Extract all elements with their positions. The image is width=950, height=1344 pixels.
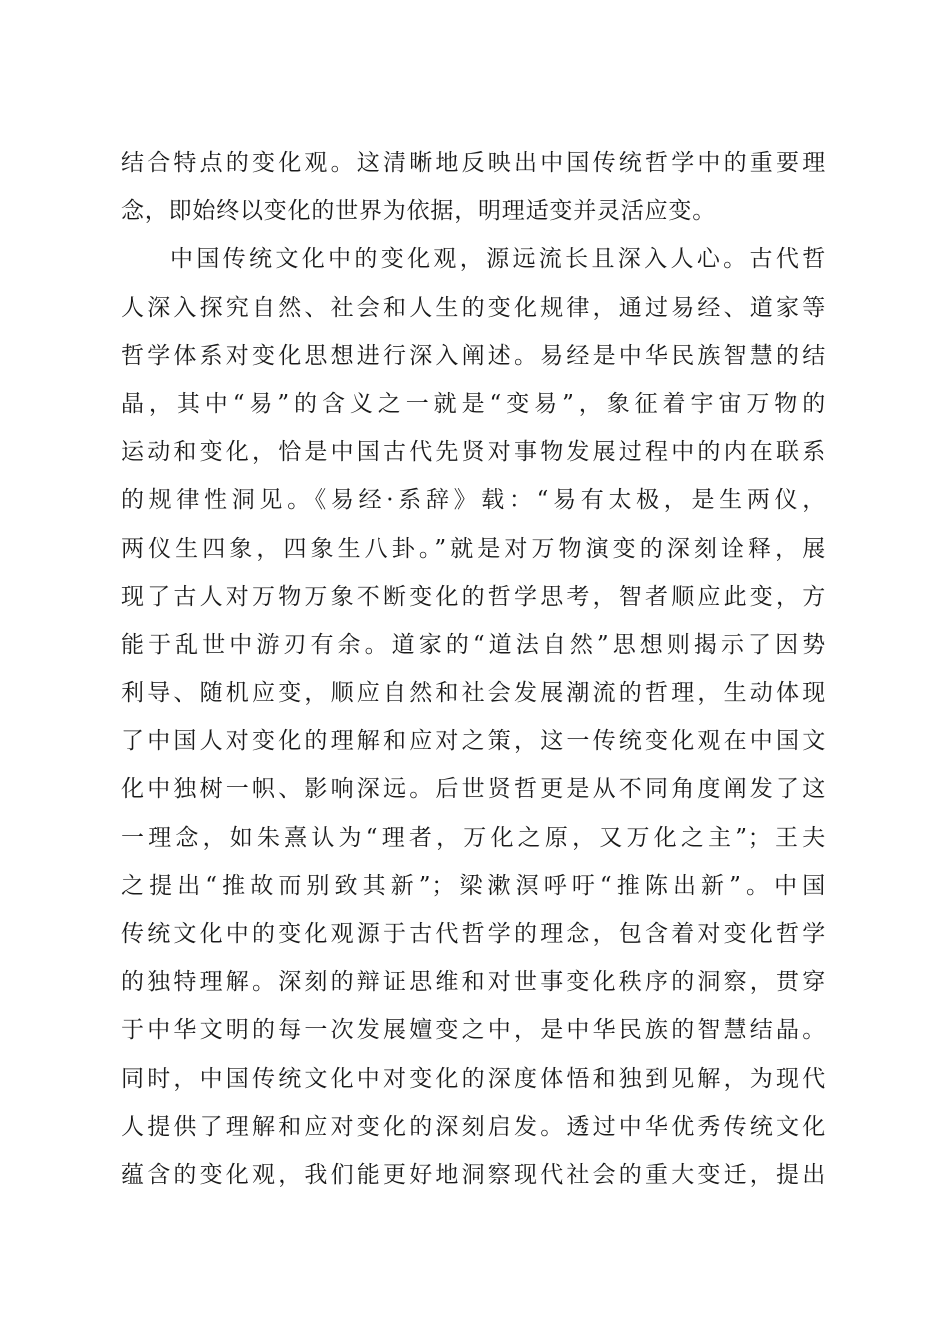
text-line: 之提出“推故而别致其新”；梁漱溟呼吁“推陈出新”。中国: [121, 872, 826, 899]
text-line: 人深入探究自然、社会和人生的变化规律，通过易经、道家等: [121, 294, 826, 321]
text-line: 一理念，如朱熹认为“理者，万化之原，又万化之主”；王夫: [121, 824, 826, 851]
text-line: 化中独树一帜、影响深远。后世贤哲更是从不同角度阐发了这: [121, 776, 826, 803]
text-line: 结合特点的变化观。这清晰地反映出中国传统哲学中的重要理: [121, 150, 826, 176]
text-line: 现了古人对万物万象不断变化的哲学思考，智者顺应此变，方: [121, 583, 826, 610]
document-body: [121, 139, 826, 1199]
text-line: 的独特理解。深刻的辩证思维和对世事变化秩序的洞察，贯穿: [121, 969, 826, 996]
text-line: 了中国人对变化的理解和应对之策，这一传统变化观在中国文: [121, 728, 826, 755]
text-line: 晶，其中“易”的含义之一就是“变易”，象征着宇宙万物的: [121, 390, 826, 417]
text-line: 中国传统文化中的变化观，源远流长且深入人心。古代哲: [170, 246, 826, 273]
text-line: 于中华文明的每一次发展嬗变之中，是中华民族的智慧结晶。: [121, 1017, 826, 1044]
paragraph-2: [121, 235, 826, 1199]
text-line: 念，即始终以变化的世界为依据，明理适变并灵活应变。: [121, 198, 716, 225]
text-line: 利导、随机应变，顺应自然和社会发展潮流的哲理，生动体现: [121, 680, 826, 707]
paragraph-1: [121, 139, 826, 235]
text-line: 蕴含的变化观，我们能更好地洞察现代社会的重大变迁，提出: [121, 1161, 826, 1188]
text-line: 能于乱世中游刃有余。道家的“道法自然”思想则揭示了因势: [121, 631, 826, 658]
text-line: 哲学体系对变化思想进行深入阐述。易经是中华民族智慧的结: [121, 342, 826, 369]
text-line: 人提供了理解和应对变化的深刻启发。透过中华优秀传统文化: [121, 1113, 826, 1140]
text-line: 同时，中国传统文化中对变化的深度体悟和独到见解，为现代: [121, 1065, 826, 1092]
text-line: 传统文化中的变化观源于古代哲学的理念，包含着对变化哲学: [121, 921, 826, 947]
text-line: 的规律性洞见。《易经·系辞》载：“易有太极，是生两仪，: [121, 487, 826, 514]
text-line: 两仪生四象，四象生八卦。”就是对万物演变的深刻诠释，展: [121, 535, 826, 562]
text-line: 运动和变化，恰是中国古代先贤对事物发展过程中的内在联系: [121, 439, 826, 466]
